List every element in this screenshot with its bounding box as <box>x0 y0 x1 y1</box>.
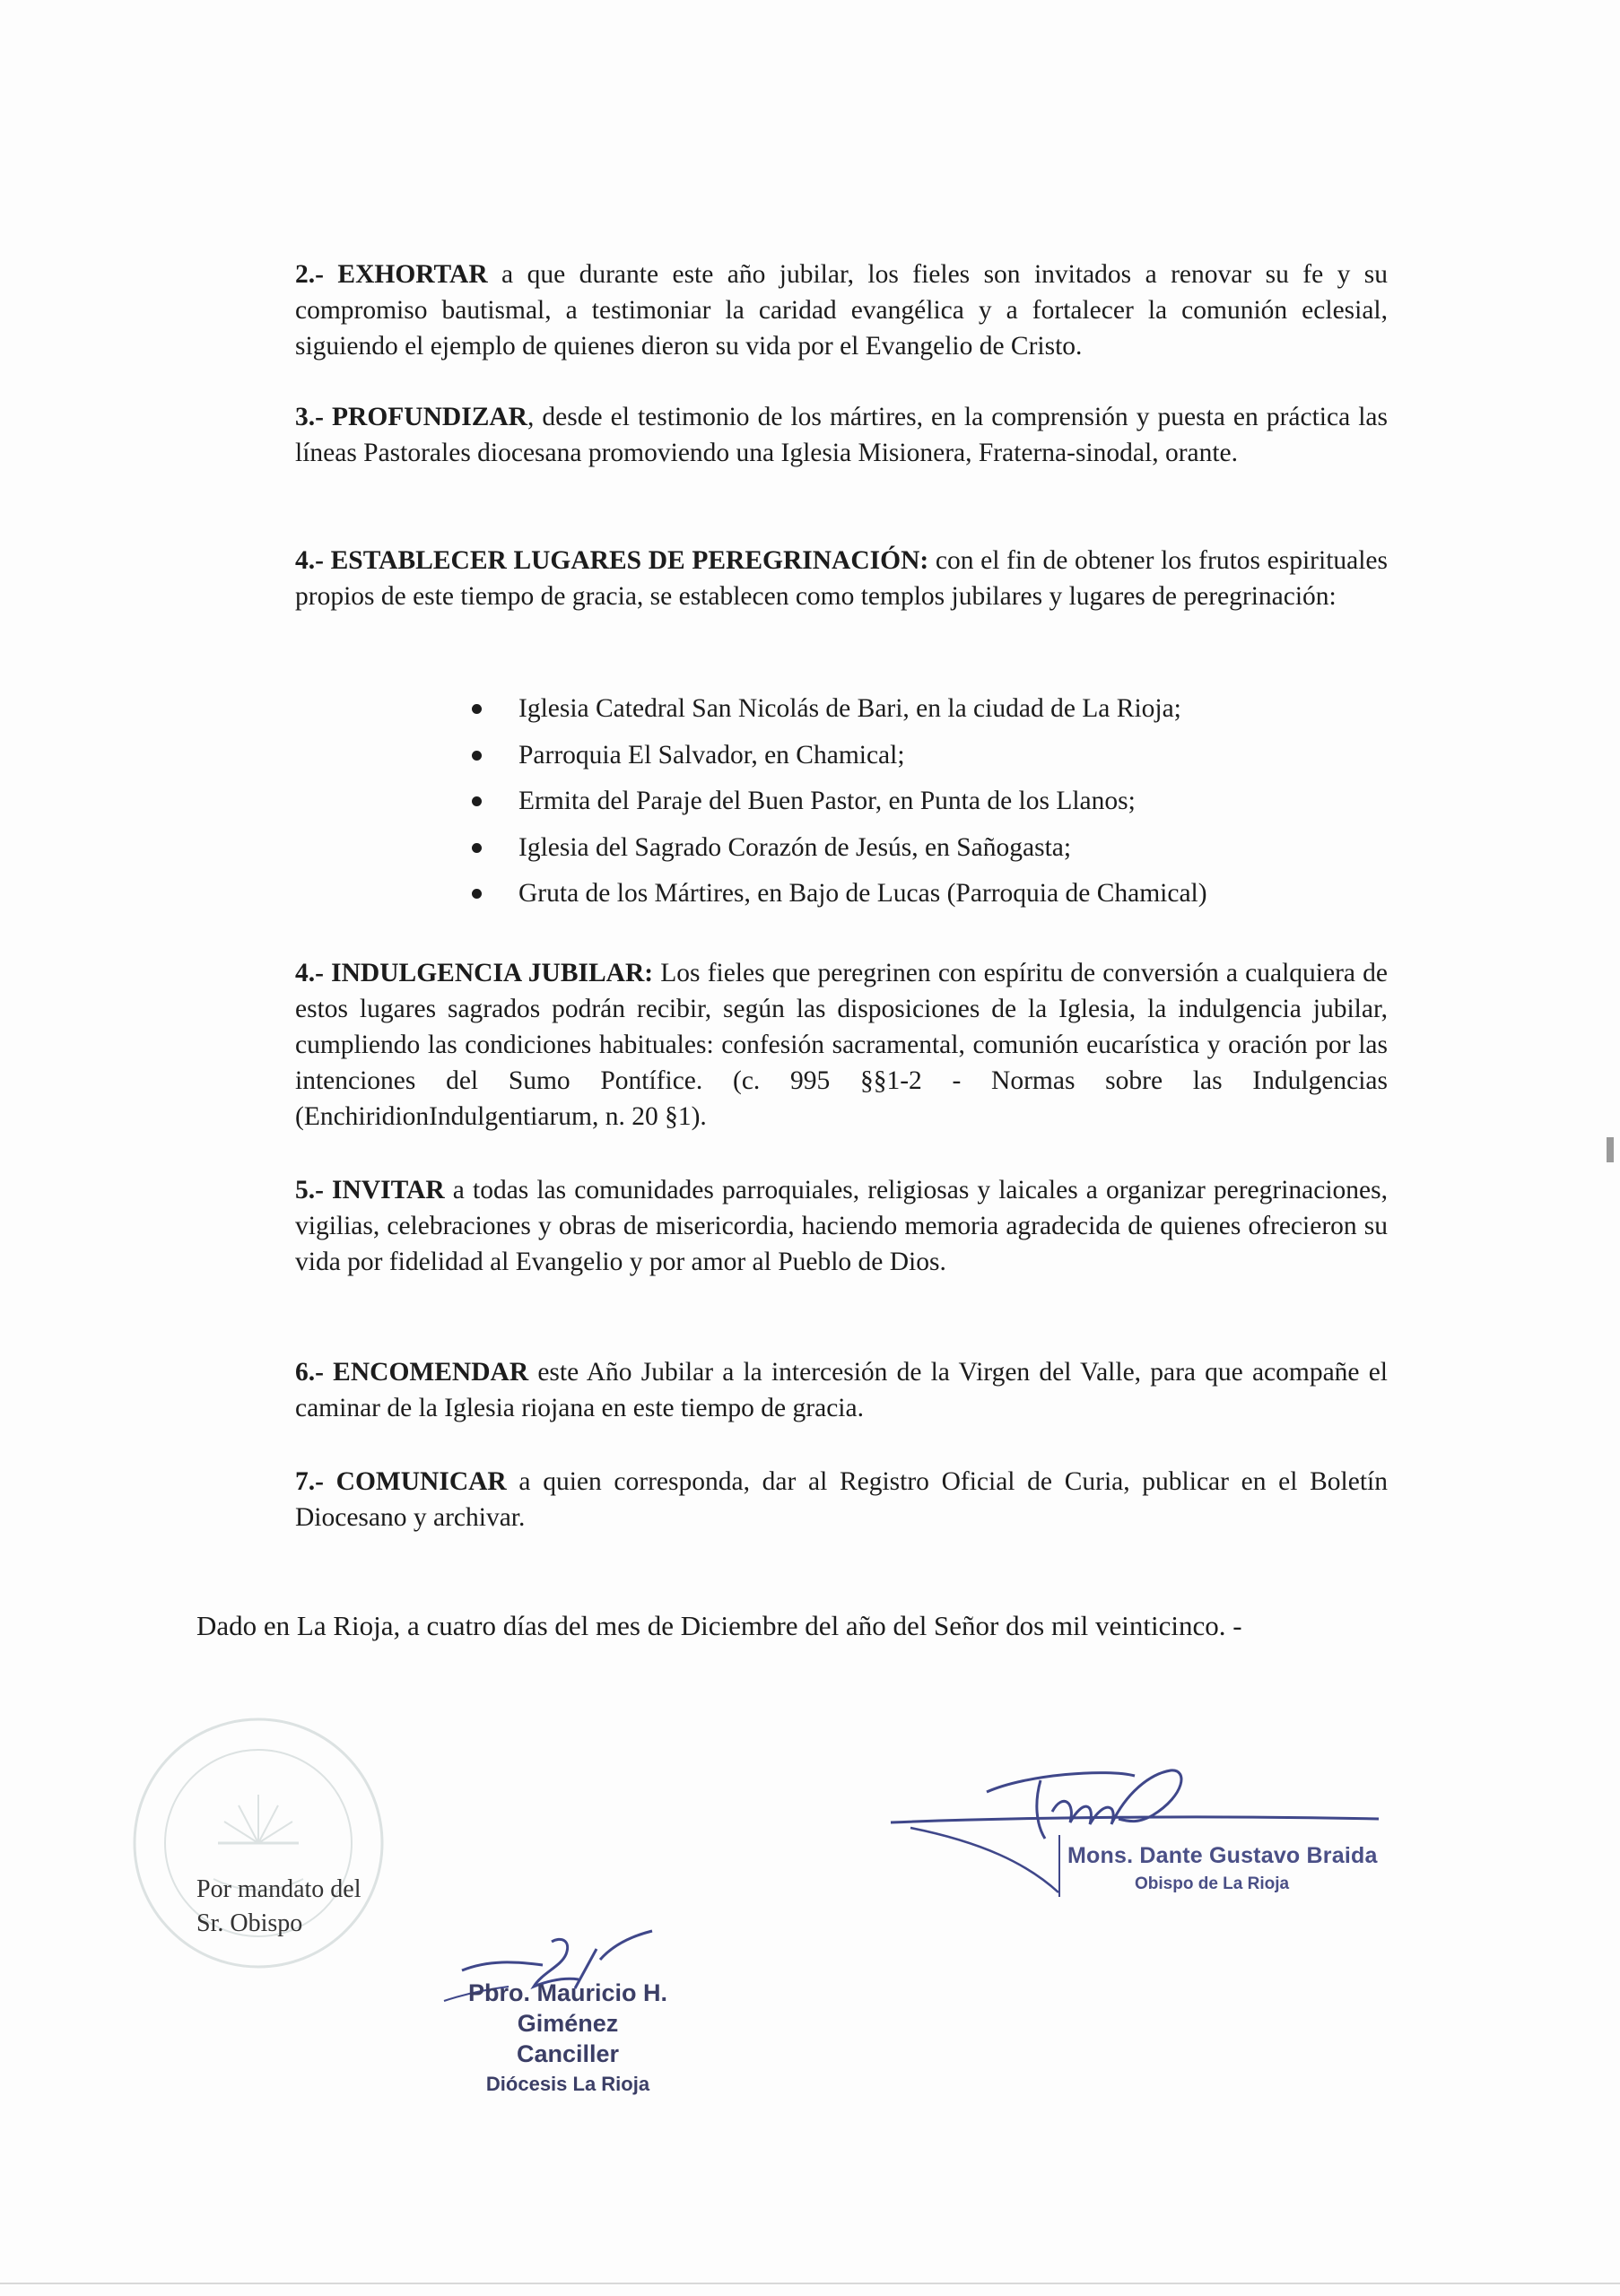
clause-5-keyword: INVITAR <box>332 1176 445 1205</box>
clause-5-number: 5.- <box>295 1176 324 1205</box>
bullet-icon <box>472 796 482 806</box>
clause-3-text: , desde el testimonio de los mártires, en la comprensión y puesta en práctica las líneas Pastorales diocesana promoviendo una Iglesia Misionera, Fraterna-sinodal, orante. <box>295 403 1388 467</box>
scan-bottom-edge <box>0 2283 1620 2284</box>
scan-edge-mark <box>1607 1137 1614 1162</box>
clause-4b-keyword: INDULGENCIA JUBILAR: <box>331 959 654 987</box>
clause-4-number: 4.- <box>295 546 324 575</box>
bullet-icon <box>472 889 482 899</box>
given-at-paragraph: Dado en La Rioja, a cuatro días del mes de Diciembre del año del Señor dos mil veinticinco. - <box>196 1610 1242 1641</box>
bullet-icon <box>472 751 482 761</box>
pilgrimage-places-list <box>466 691 1363 922</box>
clause-3 <box>295 399 1388 471</box>
clause-4-indulgence <box>295 955 1388 1135</box>
chancellor-stamp <box>420 1978 716 2100</box>
clause-2-keyword: EXHORTAR <box>337 260 488 289</box>
clause-7 <box>295 1464 1388 1535</box>
clause-4b-number: 4.- <box>295 959 324 987</box>
clause-3-number: 3.- <box>295 403 324 431</box>
clause-6-number: 6.- <box>295 1358 324 1387</box>
clause-4-text: con el fin de obtener los frutos espirituales propios de este tiempo de gracia, se establecen como templos jubilares y lugares de peregrinación: <box>295 546 1389 611</box>
chancellor-diocese: Diócesis La Rioja <box>485 2073 650 2095</box>
list-item <box>466 691 1363 737</box>
chancellor-role: Canciller <box>516 2040 620 2067</box>
clause-2 <box>295 257 1388 364</box>
clause-7-number: 7.- <box>295 1467 324 1496</box>
bishop-title: Obispo de La Rioja <box>1135 1874 1290 1893</box>
place-name: Iglesia del Sagrado Corazón de Jesús, en Sañogasta; <box>518 832 1072 862</box>
place-name: Iglesia Catedral San Nicolás de Bari, en la ciudad de La Rioja; <box>518 694 1181 723</box>
mandate-line-1: Por mandato del <box>196 1875 361 1903</box>
clause-4-pilgrimage <box>295 543 1388 614</box>
bishop-name: Mons. Dante Gustavo Braida <box>1067 1843 1378 1868</box>
mandate-line-2: Sr. Obispo <box>196 1909 303 1937</box>
clause-2-text: a que durante este año jubilar, los fieles son invitados a renovar su fe y su compromiso bautismal, a testimoniar la caridad evangélica y a fortalecer la comunión eclesial, siguiendo el ejemplo de quienes dieron su vida por el Evangelio de Cristo. <box>295 260 1389 361</box>
place-name: Ermita del Paraje del Buen Pastor, en Punta de los Llanos; <box>518 787 1136 815</box>
mandate-text <box>196 1873 361 1941</box>
clause-5-text: a todas las comunidades parroquiales, religiosas y laicales a organizar peregrinaciones, vigilias, celebraciones y obras de misericordia, haciendo memoria agradecida de quienes ofrecieron su vida por fidelidad al Evangelio y por amor al Pueblo de Dios. <box>295 1176 1388 1276</box>
list-item <box>466 830 1363 876</box>
clause-4b-text: Los fieles que peregrinen con espíritu de conversión a cualquiera de estos lugares sagrados podrán recibir, según las disposiciones de la Iglesia, la indulgencia jubilar, cumpliendo las condiciones habituales: confesión sacramental, comunión eucarística y oración por las intenciones del Sumo Pontífice. (c. 995 §§1-2 - Normas sobre las Indulgencias (EnchiridionIndulgentiarum, n. 20 §1). <box>295 959 1388 1131</box>
clause-3-keyword: PROFUNDIZAR <box>332 403 527 431</box>
clause-5 <box>295 1172 1388 1280</box>
clause-4-keyword: ESTABLECER LUGARES DE PEREGRINACIÓN: <box>330 546 929 575</box>
clause-7-text: a quien corresponda, dar al Registro Oficial de Curia, publicar en el Boletín Diocesano y archivar. <box>295 1467 1388 1532</box>
bullet-icon <box>472 704 482 714</box>
clause-6 <box>295 1354 1388 1426</box>
clause-6-text: este Año Jubilar a la intercesión de la Virgen del Valle, para que acompañe el caminar de la Iglesia riojana en este tiempo de gracia. <box>295 1358 1389 1422</box>
chancellor-name: Pbro. Mauricio H. Giménez <box>467 1979 668 2037</box>
place-name: Gruta de los Mártires, en Bajo de Lucas (Parroquia de Chamical) <box>518 879 1207 908</box>
clause-6-keyword: ENCOMENDAR <box>333 1358 529 1387</box>
bullet-icon <box>472 843 482 853</box>
list-item <box>466 783 1363 830</box>
list-item <box>466 737 1363 784</box>
list-item <box>466 875 1363 922</box>
clause-7-keyword: COMUNICAR <box>335 1467 507 1496</box>
place-name: Parroquia El Salvador, en Chamical; <box>518 740 905 770</box>
clause-2-number: 2.- <box>295 260 324 289</box>
